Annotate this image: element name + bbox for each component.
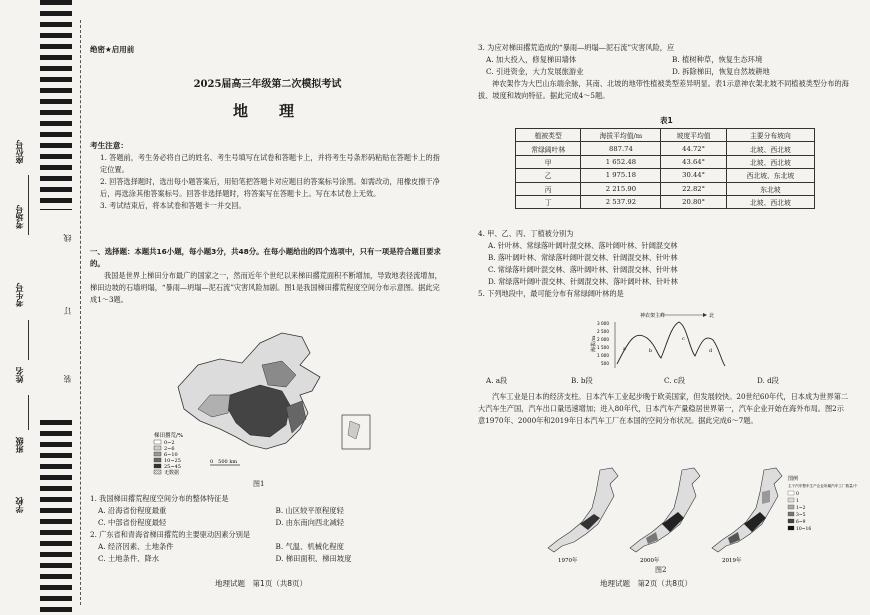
scale-bar bbox=[210, 459, 240, 465]
option: B. 植树种草，恢复生态环境 bbox=[672, 55, 763, 64]
table-cell: 44.72° bbox=[661, 142, 726, 155]
option: A. 经济因素、土地条件 bbox=[98, 542, 174, 551]
table-row bbox=[516, 195, 815, 208]
elevation-profile-line bbox=[617, 322, 725, 366]
question-5-options-passage bbox=[478, 375, 850, 427]
exam-title: 2025届高三年级第二次模拟考试 bbox=[193, 79, 342, 90]
legend-title: 图例 bbox=[788, 476, 799, 482]
svg-text:a: a bbox=[623, 347, 626, 352]
japan-map-1970 bbox=[548, 468, 618, 564]
legend-item: 2~6 bbox=[164, 446, 175, 452]
subject-title: 地 理 bbox=[232, 102, 302, 120]
table-cell: 丁 bbox=[516, 195, 581, 208]
scale-text: 0 500 km bbox=[210, 459, 238, 465]
svg-text:3~5: 3~5 bbox=[796, 513, 806, 518]
option: A. 加大投入，修复梯田墙体 bbox=[486, 55, 577, 64]
table-cell: 43.64° bbox=[661, 155, 726, 168]
passage-shennongjia: 神农架作为大巴山东端余脉，其南、北坡的地带性植被类型差异明显。表1示意神农架北坡不同植被类型分布的海拔、坡度和坡向特征。据此完成4～5题。 bbox=[478, 79, 849, 101]
question-2-stem: 2. 广东省和青海省梯田撂荒的主要驱动因素分别是 bbox=[90, 530, 251, 539]
seat-number-label: 座位号 bbox=[15, 140, 24, 164]
option: C. 中部省份程度最轻 bbox=[98, 518, 167, 527]
cut-line bbox=[80, 20, 81, 605]
option: A. 针叶林、常绿落叶阔叶混交林、落叶阔叶林、针阔混交林 bbox=[488, 241, 678, 250]
notice-item: 1. 答题前，考生务必将自己的姓名、考生号填写在试卷和答题卡上，并将考生号条形码粘贴在答题卡上的指定位置。 bbox=[100, 153, 440, 174]
table-cell: 2 537.92 bbox=[581, 195, 661, 208]
svg-text:1 000: 1 000 bbox=[597, 353, 609, 358]
table-cell: 30.44° bbox=[661, 169, 726, 182]
seat-number-field bbox=[28, 175, 29, 235]
option: A. a段 bbox=[486, 376, 508, 385]
barcode-bars-bottom bbox=[40, 420, 72, 615]
svg-text:1 500: 1 500 bbox=[597, 345, 609, 350]
option: D. d段 bbox=[757, 376, 779, 385]
option: B. b段 bbox=[571, 376, 593, 385]
passage-japan-auto: 汽车工业是日本的经济支柱。日本汽车工业起步晚于欧美国家，但发展较快。20世纪60年代，日本成为世界第二大汽车生产国，汽车出口量迅速增加；进入80年代，日本汽车产量稳居世界第一，汽车企业开始在海外布局。图2示意1970年、2000年和2019年日本汽车工厂在本国的空间分布状况。据此完成6～7题。 bbox=[478, 392, 849, 425]
arrow-head-icon bbox=[703, 313, 707, 317]
question-1-options bbox=[90, 505, 445, 529]
figure2-caption: 图2 bbox=[655, 566, 667, 574]
table-header: 主要分布坡向 bbox=[726, 129, 814, 142]
table-cell: 北坡、西北坡 bbox=[726, 155, 814, 168]
map-year: 2019年 bbox=[722, 558, 742, 564]
notice-heading: 考生注意： bbox=[90, 141, 128, 150]
question-3 bbox=[478, 42, 850, 102]
japan-map-2019 bbox=[712, 468, 782, 564]
table-cell: 1 975.18 bbox=[581, 169, 661, 182]
cut-mark-line: 线 bbox=[63, 234, 72, 242]
map-year: 2000年 bbox=[640, 558, 660, 564]
legend-item: 0~2 bbox=[164, 440, 175, 446]
svg-text:10~16: 10~16 bbox=[796, 527, 812, 532]
table-cell: 西北坡、东北坡 bbox=[726, 169, 814, 182]
table-cell: 甲 bbox=[516, 155, 581, 168]
svg-text:3 000: 3 000 bbox=[597, 321, 609, 326]
svg-text:0: 0 bbox=[796, 492, 799, 497]
table-cell: 乙 bbox=[516, 169, 581, 182]
table1 bbox=[515, 128, 815, 209]
binding-strip bbox=[0, 0, 82, 615]
section-heading: 一、选择题：本题共16小题，每小题3分，共48分。在每小题给出的四个选项中，只有一项是符合题目要求的。 bbox=[90, 247, 441, 268]
svg-text:1: 1 bbox=[796, 499, 799, 504]
table-cell: 22.82° bbox=[661, 182, 726, 195]
option: B. 山区较平原程度轻 bbox=[275, 506, 344, 515]
school-label: 学校 bbox=[15, 497, 24, 513]
cut-mark-install: 装 bbox=[63, 375, 72, 383]
svg-text:2 000: 2 000 bbox=[597, 337, 609, 342]
svg-text:b: b bbox=[649, 349, 653, 354]
table1-title: 表1 bbox=[660, 116, 673, 125]
y-ticks bbox=[597, 321, 609, 366]
table-row bbox=[516, 142, 815, 155]
question-4-stem: 4. 甲、乙、丙、丁植被分别为 bbox=[478, 229, 574, 238]
option: C. 土地条件、降水 bbox=[98, 554, 160, 563]
table-cell: 丙 bbox=[516, 182, 581, 195]
footer-left: 地理试题 第1页（共8页） bbox=[215, 579, 308, 588]
table-cell: 北坡、西北坡 bbox=[726, 195, 814, 208]
question-3-options bbox=[478, 54, 850, 78]
option: B. 气温、机械化程度 bbox=[275, 542, 344, 551]
peak-label: 神农架主峰 bbox=[640, 313, 666, 319]
table-cell: 北坡、西北坡 bbox=[726, 142, 814, 155]
north-label: 北 bbox=[709, 313, 715, 319]
notice-block bbox=[90, 140, 445, 212]
table-header: 海拔平均值/m bbox=[581, 129, 661, 142]
footer-right: 地理试题 第2页（共8页） bbox=[600, 579, 693, 588]
table-cell: 1 652.48 bbox=[581, 155, 661, 168]
option: A. 沿海省份程度最重 bbox=[98, 506, 167, 515]
notice-item: 2. 回答选择题时，选出每小题答案后，用铅笔把答题卡对应题目的答案标号涂黑。如需改动，用橡皮擦干净后，再选涂其他答案标号。回答非选择题时，将答案写在答题卡上。写在本试卷上无效。 bbox=[100, 177, 440, 198]
table-header-row bbox=[516, 129, 815, 142]
passage-terraces: 我国是世界上梯田分布最广的国家之一，然而近年个世纪以来梯田撂荒面积不断增加，导致地表径流增加，梯田边坡的石墙坍塌，“暴雨—坍塌—泥石流”灾害风险加剧。图1是我国梯田撂荒程度空间分布示意图。据此完成1～3题。 bbox=[90, 271, 442, 304]
barcode-bars-top bbox=[40, 0, 72, 210]
option: B. 落叶阔叶林、常绿落叶阔叶混交林、针阔混交林、针叶林 bbox=[488, 253, 678, 262]
japan-map-2000 bbox=[630, 468, 700, 564]
questions-left bbox=[90, 493, 445, 565]
table-row bbox=[516, 182, 815, 195]
table-cell: 20.80° bbox=[661, 195, 726, 208]
table-cell: 2 215.90 bbox=[581, 182, 661, 195]
questions-4-5 bbox=[478, 228, 850, 300]
room-number-label: 考场号 bbox=[15, 205, 24, 229]
table-row bbox=[516, 169, 815, 182]
name-field bbox=[28, 395, 29, 430]
svg-text:500: 500 bbox=[601, 361, 609, 366]
svg-text:6~9: 6~9 bbox=[796, 520, 806, 525]
table-cell: 东北坡 bbox=[726, 182, 814, 195]
legend-item: 25~45 bbox=[164, 464, 181, 470]
y-axis-label: 海拔/m bbox=[591, 335, 597, 352]
table-header: 植被类型 bbox=[516, 129, 581, 142]
figure1-legend bbox=[154, 431, 183, 476]
map-year: 1970年 bbox=[558, 558, 578, 564]
table-cell: 常绿阔叶林 bbox=[516, 142, 581, 155]
question-1-stem: 1. 我国梯田撂荒程度空间分布的整体特征是 bbox=[90, 494, 229, 503]
student-number-field bbox=[28, 320, 29, 360]
question-2-options bbox=[90, 541, 445, 565]
svg-text:c: c bbox=[682, 337, 685, 342]
section-one bbox=[90, 246, 445, 306]
question-5-stem: 5. 下列地段中，最可能分布有常绿阔叶林的是 bbox=[478, 289, 624, 298]
option: D. 梯田面积、梯田坡度 bbox=[275, 554, 352, 563]
legend-subtitle: 主干汽车整车生产企业所属汽车工厂数量/个 bbox=[788, 484, 858, 488]
secret-label: 绝密★启用前 bbox=[90, 45, 135, 54]
option: D. 拆除梯田，恢复自然坡耕地 bbox=[672, 67, 770, 77]
option: C. c段 bbox=[664, 376, 686, 385]
option: C. 常绿落叶阔叶混交林、落叶阔叶林、针阔混交林、针叶林 bbox=[488, 265, 678, 274]
table-header: 坡度平均值 bbox=[661, 129, 726, 142]
option: C. 引进资金，大力发展旅游业 bbox=[486, 67, 584, 77]
option: D. 由东南向西北减轻 bbox=[275, 518, 345, 527]
figure2-japan-auto-plants bbox=[540, 462, 858, 567]
svg-text:d: d bbox=[709, 349, 713, 354]
legend-item: 10~25 bbox=[164, 458, 181, 464]
figure1-caption: 图1 bbox=[253, 480, 265, 488]
option: D. 常绿落叶阔叶混交林、针阔混交林、落叶阔叶林、针叶林 bbox=[488, 277, 678, 286]
question-5-options bbox=[478, 375, 850, 387]
figure1-china-terrace-map bbox=[150, 325, 380, 477]
figure-q5-elevation-profile bbox=[585, 310, 735, 372]
student-number-label: 考生号 bbox=[15, 283, 24, 307]
name-label: 姓名 bbox=[15, 367, 24, 383]
question-3-stem: 3. 为应对梯田撂荒造成的“暴雨—坍塌—泥石流”灾害风险，应 bbox=[478, 43, 675, 52]
legend-item: 6~10 bbox=[164, 452, 178, 458]
svg-text:1~2: 1~2 bbox=[796, 506, 806, 511]
legend-title: 梯田撂荒/% bbox=[154, 433, 184, 439]
class-label: 班级 bbox=[15, 437, 24, 453]
table-cell: 887.74 bbox=[581, 142, 661, 155]
table-row bbox=[516, 155, 815, 168]
notice-item: 3. 考试结束后，将本试卷和答题卡一并交回。 bbox=[100, 201, 246, 210]
cut-mark-bind: 订 bbox=[63, 307, 72, 315]
legend-item: 无数据 bbox=[164, 470, 180, 476]
figure2-legend bbox=[788, 475, 858, 532]
svg-text:2 500: 2 500 bbox=[597, 329, 609, 334]
